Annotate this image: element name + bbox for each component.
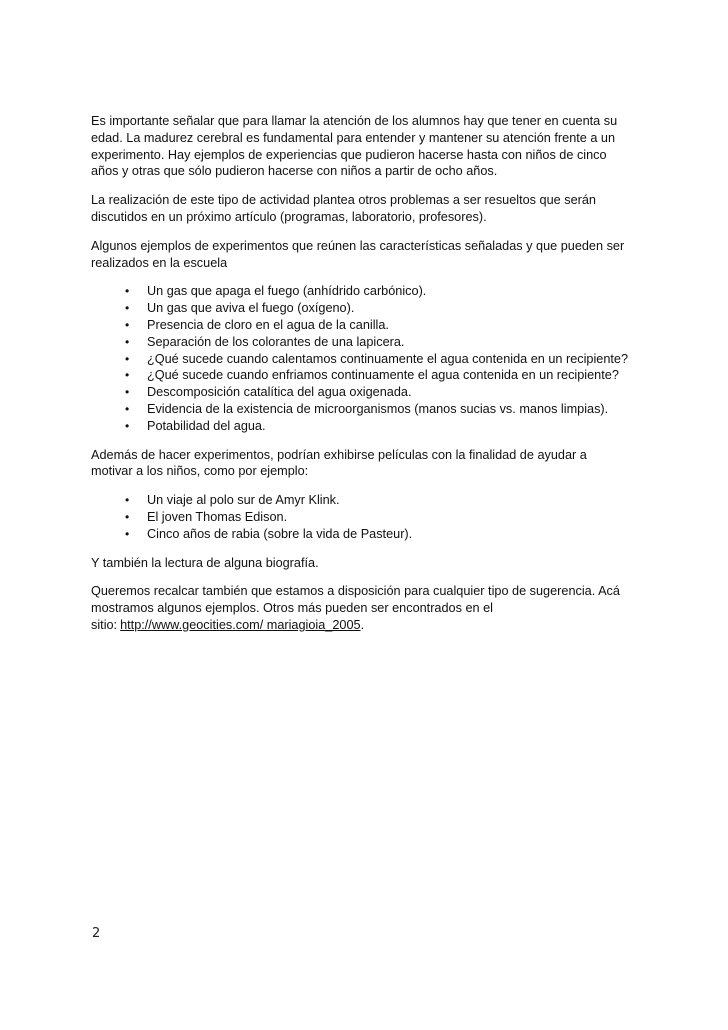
bullet-icon: • [125,526,130,541]
list-item-text: ¿Qué sucede cuando enfriamos continuamente el agua contenida en un recipiente? [147,368,619,383]
list-item [91,384,631,401]
list-item [91,317,631,334]
bullet-icon: • [125,317,130,332]
list-item-text: Un viaje al polo sur de Amyr Klink. [147,493,340,508]
list-item-text: Cinco años de rabia (sobre la vida de Pasteur). [147,526,413,541]
list-item-text: Un gas que apaga el fuego (anhídrido carbónico). [147,284,427,299]
experiments-list [91,283,631,434]
list-item [91,300,631,317]
list-item [91,492,631,509]
list-item-text: Un gas que aviva el fuego (oxígeno). [147,301,355,316]
list-item [91,526,631,543]
list-item-text: Separación de los colorantes de una lapicera. [147,334,405,349]
page-content [91,113,631,646]
list-item [91,509,631,526]
bullet-icon: • [125,368,130,383]
paragraph-problems: La realización de este tipo de actividad plantea otros problemas a ser resueltos que serán discutidos en un próximo artículo (programas, laboratorio, profesores). [91,193,596,224]
bullet-icon: • [125,284,130,299]
list-item-text: El joven Thomas Edison. [147,509,288,524]
paragraph-films-intro: Además de hacer experimentos, podrían exhibirse películas con la finalidad de ayudar a motivar a los niños, como por ejemplo: [91,447,587,479]
list-item [91,367,631,384]
closing-text: Queremos recalcar también que estamos a disposición para cualquier tipo de sugerencia. Acá mostramos algunos ejemplos. Otros más pueden ser encontrados en el sitio: [91,584,620,632]
list-item-text: Descomposición catalítica del agua oxigenada. [147,385,412,400]
list-item-text: Potabilidad del agua. [147,418,266,433]
list-item [91,401,631,418]
list-item-text: Evidencia de la existencia de microorganismos (manos sucias vs. manos limpias). [147,401,609,416]
paragraph-experiments-intro: Algunos ejemplos de experimentos que reúnen las características señaladas y que pueden ser realizados en la escuela [91,238,625,270]
bullet-icon: • [125,301,130,316]
page-number: 2 [92,926,101,941]
list-item-text: ¿Qué sucede cuando calentamos continuamente el agua contenida en un recipiente? [147,351,629,366]
list-item [91,351,631,368]
bullet-icon: • [125,418,130,433]
paragraph-attention-age: Es importante señalar que para llamar la atención de los alumnos hay que tener en cuenta su edad. La madurez cerebral es fundamental para entender y mantener su atención frente a un experimento. Hay ejemplos de experiencias que pudieron hacerse hasta con niños de cinco años y otras que sólo pudieron hacerse con niños a partir de ocho años. [91,114,618,179]
list-item [91,283,631,300]
geocities-link[interactable]: http://www.geocities.com/ mariagioia_2005 [120,617,361,632]
paragraph-biography: Y también la lectura de alguna biografía. [91,555,319,570]
bullet-icon: • [125,509,130,524]
bullet-icon: • [125,385,130,400]
bullet-icon: • [125,401,130,416]
bullet-icon: • [125,351,130,366]
bullet-icon: • [125,493,130,508]
list-item-text: Presencia de cloro en el agua de la canilla. [147,317,389,332]
closing-period: . [360,617,365,632]
list-item [91,334,631,351]
list-item [91,418,631,435]
paragraph-closing [91,583,631,633]
bullet-icon: • [125,334,130,349]
films-list [91,492,631,542]
